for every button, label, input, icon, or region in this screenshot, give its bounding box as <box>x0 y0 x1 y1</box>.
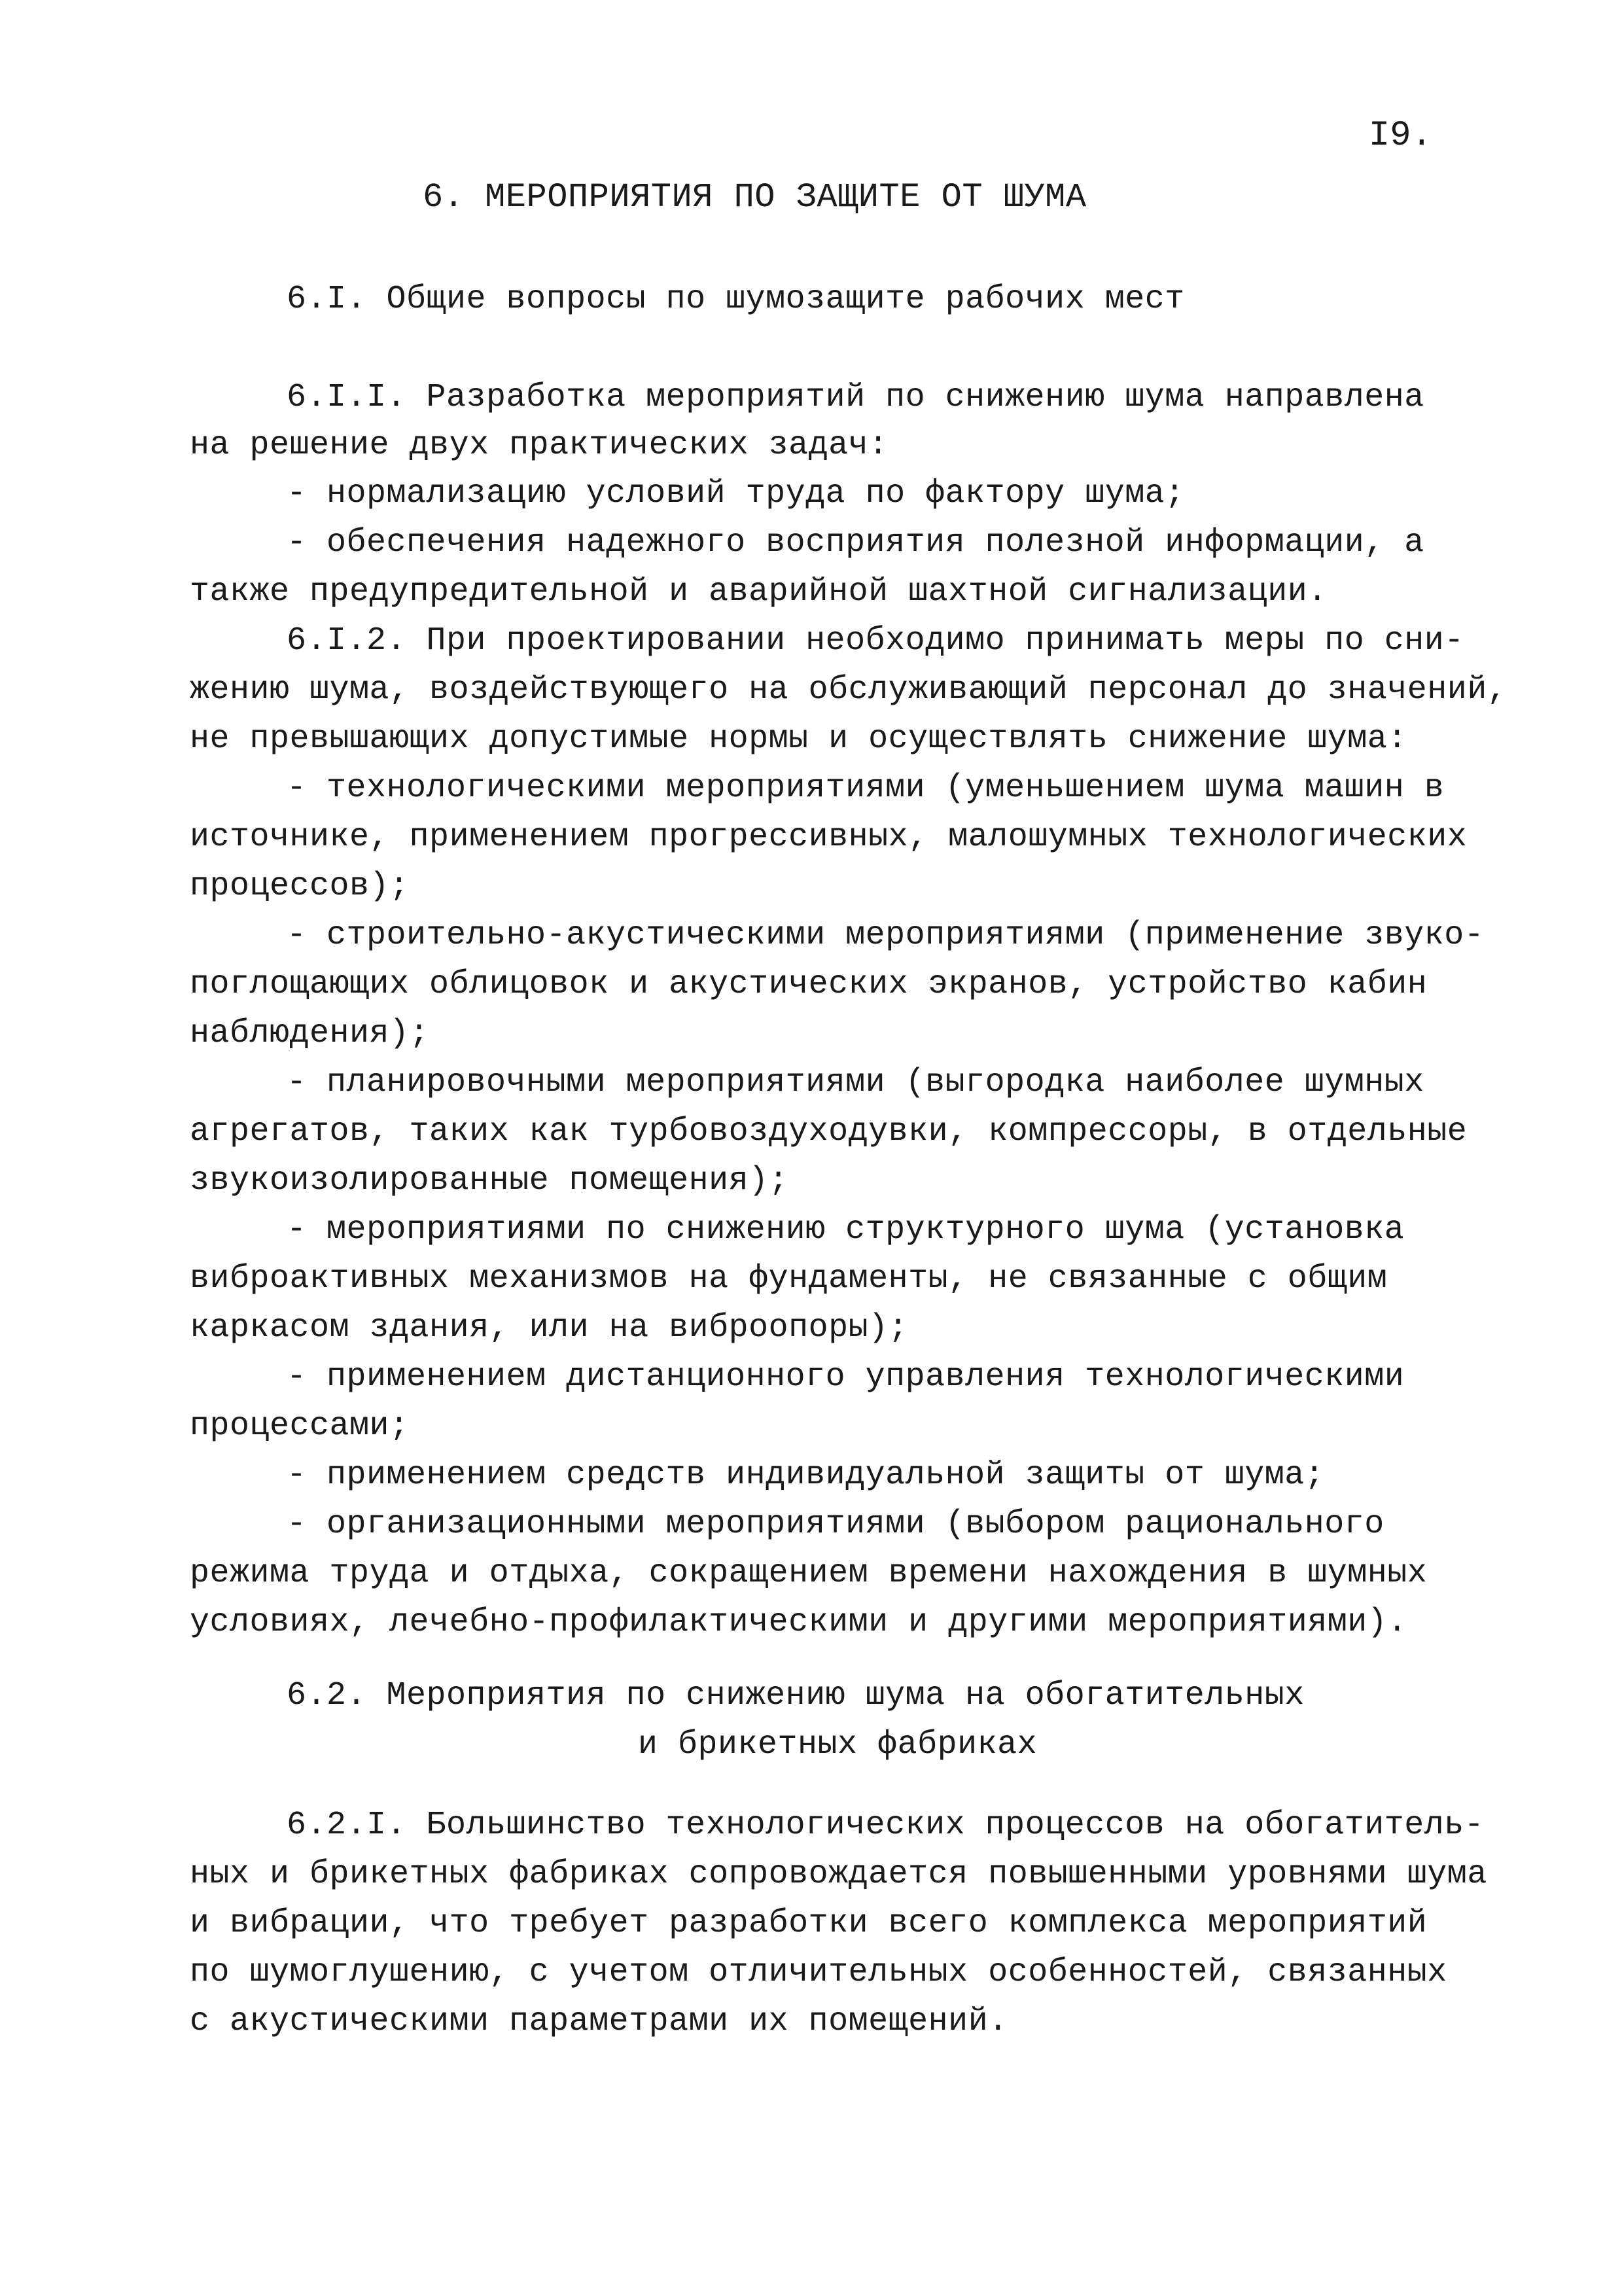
list-item: - обеспечения надежного восприятия полезной информации, а <box>287 524 1424 561</box>
paragraph-line: виброактивных механизмов на фундаменты, не связанные с общим <box>190 1260 1388 1298</box>
list-item: - строительно-акустическими мероприятиями (применение звуко- <box>287 917 1485 954</box>
paragraph-line: звукоизолированные помещения); <box>190 1162 789 1199</box>
paragraph-line: с акустическими параметрами их помещений. <box>190 2003 1008 2040</box>
paragraph-line: поглощающих облицовок и акустических экранов, устройство кабин <box>190 966 1428 1003</box>
list-item: - применением средств индивидуальной защиты от шума; <box>287 1457 1325 1494</box>
paragraph-line: условиях, лечебно-профилактическими и другими мероприятиями). <box>190 1604 1407 1641</box>
list-item: - планировочными мероприятиями (выгородка наиболее шумных <box>287 1064 1424 1101</box>
paragraph-line: и вибрации, что требует разработки всего комплекса мероприятий <box>190 1905 1428 1942</box>
paragraph-line: каркасом здания, или на виброопоры); <box>190 1309 909 1347</box>
page-number: I9. <box>1368 116 1432 156</box>
list-item: - нормализацию условий труда по фактору шума; <box>287 475 1185 512</box>
paragraph-line: не превышающих допустимые нормы и осуществлять снижение шума: <box>190 720 1407 758</box>
paragraph-line: на решение двух практических задач: <box>190 427 889 464</box>
list-item: - технологическими мероприятиями (уменьшением шума машин в <box>287 769 1445 807</box>
paragraph-line: наблюдения); <box>190 1015 430 1052</box>
paragraph-line: 6.I.I. Разработка мероприятий по снижению шума направлена <box>287 379 1424 416</box>
paragraph-line: жению шума, воздействующего на обслуживающий персонал до значений, <box>190 671 1507 709</box>
subsection-title-plants-continued: и брикетных фабриках <box>638 1726 1038 1763</box>
paragraph-line: также предупредительной и аварийной шахтной сигнализации. <box>190 573 1328 610</box>
list-item: - мероприятиями по снижению структурного шума (установка <box>287 1211 1405 1248</box>
subsection-title-general: 6.I. Общие вопросы по шумозащите рабочих мест <box>287 281 1185 318</box>
paragraph-line: режима труда и отдыха, сокращением времени нахождения в шумных <box>190 1555 1428 1592</box>
subsection-title-plants: 6.2. Мероприятия по снижению шума на обогатительных <box>287 1677 1305 1714</box>
section-title: 6. МЕРОПРИЯТИЯ ПО ЗАЩИТЕ ОТ ШУМА <box>423 178 1087 217</box>
paragraph-line: ных и брикетных фабриках сопровождается повышенными уровнями шума <box>190 1856 1487 1893</box>
paragraph-line: процессов); <box>190 868 410 905</box>
paragraph-line: 6.2.I. Большинство технологических процессов на обогатитель- <box>287 1807 1485 1844</box>
paragraph-line: 6.I.2. При проектировании необходимо принимать меры по сни- <box>287 622 1464 660</box>
paragraph-line: источнике, применением прогрессивных, малошумных технологических <box>190 819 1468 856</box>
paragraph-line: процессами; <box>190 1407 410 1445</box>
list-item: - организационными мероприятиями (выбором рационального <box>287 1506 1384 1543</box>
list-item: - применением дистанционного управления технологическими <box>287 1358 1405 1396</box>
paragraph-line: по шумоглушению, с учетом отличительных особенностей, связанных <box>190 1954 1447 1991</box>
paragraph-line: агрегатов, таких как турбовоздуходувки, компрессоры, в отдельные <box>190 1113 1468 1150</box>
